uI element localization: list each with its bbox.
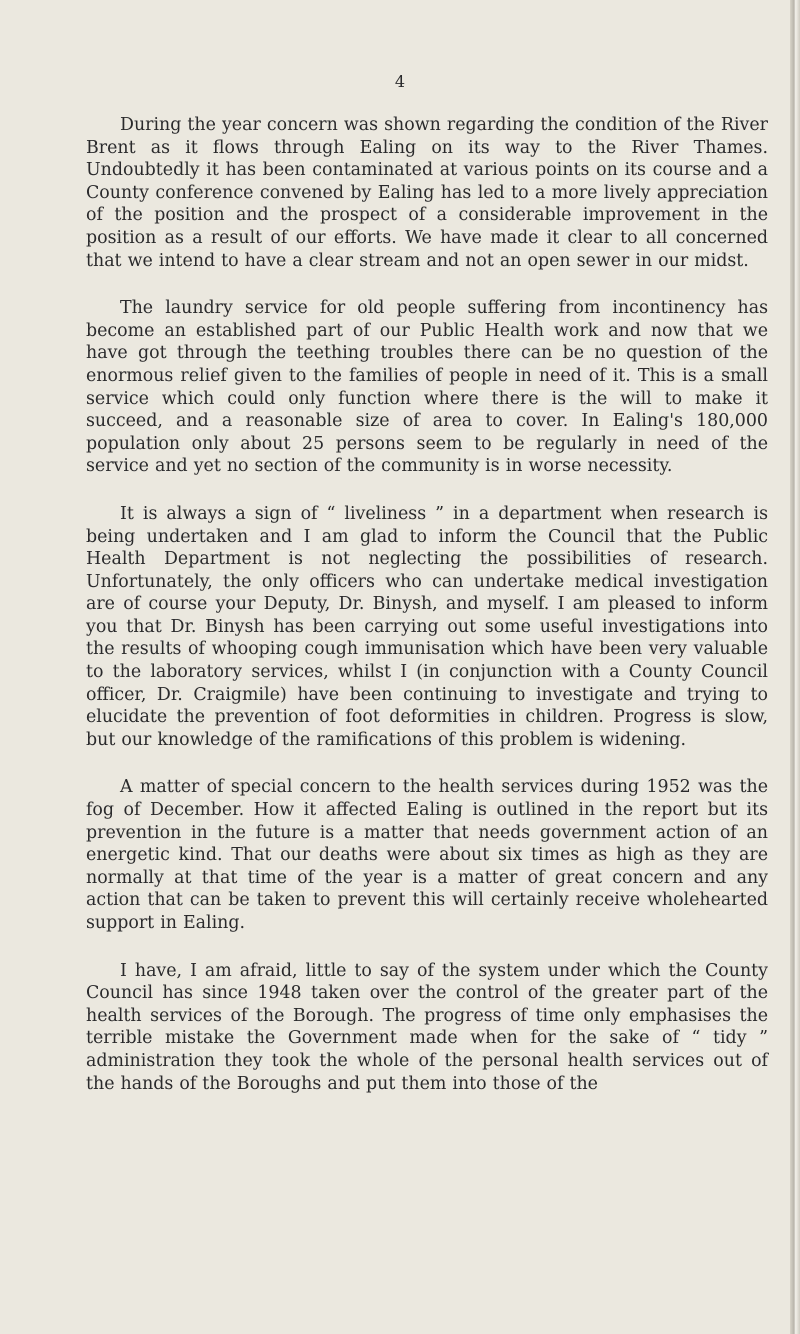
page-number: 4: [394, 72, 406, 91]
paragraph-research: It is always a sign of “ liveliness ” in a department when research is being undertaken and I am glad to inform the Council that the Public Health Department is not neglecting the possibilities of research. Unfortunately, the only officers who can undertake medical investigation are of course your Deputy, Dr. Binysh, and myself. I am pleased to inform you that Dr. Binysh has been carrying out some useful investigations into the results of whooping cough immunisation which have been very valuable to the laboratory services, whilst I (in conjunction with a County Council officer, Dr. Craigmile) have been continuing to investigate and trying to elucidate the prevention of foot deformities in children. Progress is slow, but our knowledge of the ramifications of this problem is widening.: [86, 503, 768, 750]
paragraph-december-fog: A matter of special concern to the health services during 1952 was the fog of December. How it affected Ealing is outlined in the report but its prevention in the future is a matter that needs government action of an energetic kind. That our deaths were about six times as high as they are normally at that time of the year is a matter of great concern and any action that can be taken to prevent this will certainly receive wholehearted support in Ealing.: [86, 777, 768, 933]
body-text: [86, 114, 768, 1120]
paragraph-county-council: I have, I am afraid, little to say of the system under which the County Council has since 1948 taken over the control of the greater part of the health services of the Borough. The progress of time only emphasises the terrible mistake the Government made when for the sake of “ tidy ” administration they took the whole of the personal health services out of the hands of the Boroughs and put them into those of the: [86, 960, 768, 1094]
paragraph-river-brent: During the year concern was shown regarding the condition of the River Brent as it flows through Ealing on its way to the River Thames. Undoubtedly it has been contaminated at various points on its course and a County conference convened by Ealing has led to a more lively appreciation of the position and the prospect of a considerable improvement in the position as a result of our efforts. We have made it clear to all concerned that we intend to have a clear stream and not an open sewer in our midst.: [86, 115, 768, 271]
page-edge: [790, 0, 800, 1334]
paragraph-laundry-service: The laundry service for old people suffering from incontinency has become an established part of our Public Health work and now that we have got through the teething troubles there can be no question of the enormous relief given to the families of people in need of it. This is a small service which could only function where there is the will to make it succeed, and a reasonable size of area to cover. In Ealing's 180,000 population only about 25 persons seem to be regularly in need of the service and yet no section of the community is in worse necessity.: [86, 298, 768, 477]
